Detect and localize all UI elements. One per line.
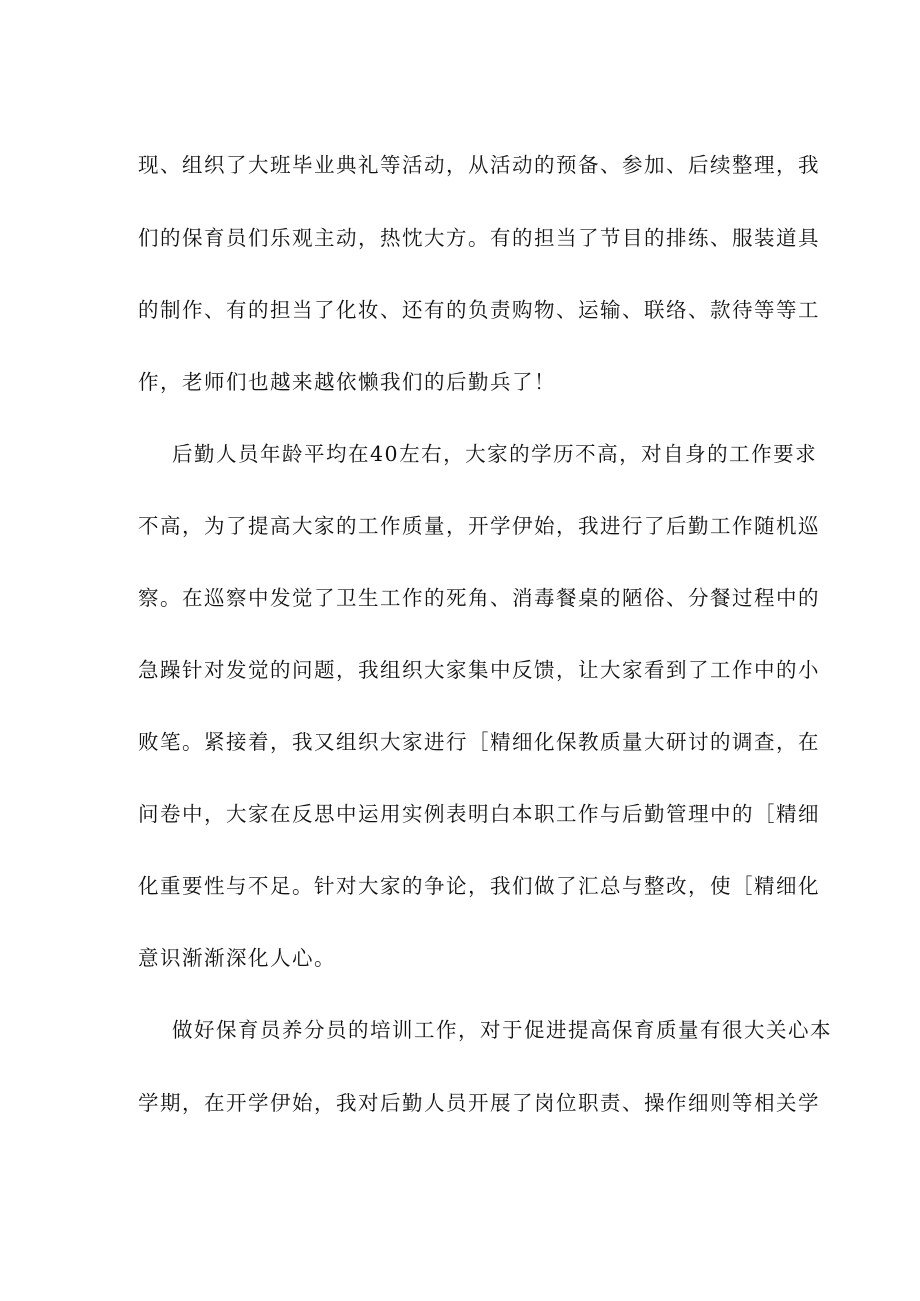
text-line: 学期，在开学伊始，我对后勤人员开展了岗位职责、操作细则等相关学 [138,1091,820,1115]
text-line: 败笔。紧接着，我又组织大家进行［精细化保教质量大研讨的调查，在 [138,730,820,754]
text-line: 不高，为了提高大家的工作质量，开学伊始，我进行了后勤工作随机巡 [138,514,820,538]
text-line: 化重要性与不足。针对大家的争论，我们做了汇总与整改，使［精细化 [138,874,820,898]
text-line: 急躁针对发觉的问题，我组织大家集中反馈，让大家看到了工作中的小 [138,658,820,682]
text-line: 们的保育员们乐观主动，热忱大方。有的担当了节目的排练、服装道具 [138,226,820,250]
text-line: 问卷中，大家在反思中运用实例表明白本职工作与后勤管理中的［精细 [138,802,820,826]
paragraph-first-line: 做好保育员养分员的培训工作，对于促进提高保育质量有很大关心本 [172,1018,832,1042]
paragraph-first-line: 后勤人员年龄平均在40左右，大家的学历不高，对自身的工作要求 [172,442,818,466]
text-line: 现、组织了大班毕业典礼等活动，从活动的预备、参加、后续整理，我 [138,153,820,177]
text-line: 意识渐渐深化人心。 [138,946,336,970]
text-line: 的制作、有的担当了化妆、还有的负责购物、运输、联络、款待等等工 [138,298,820,322]
text-line: 察。在巡察中发觉了卫生工作的死角、消毒餐桌的陋俗、分餐过程中的 [138,586,820,610]
text-line: 作，老师们也越来越依懒我们的后勤兵了！ [138,370,556,394]
